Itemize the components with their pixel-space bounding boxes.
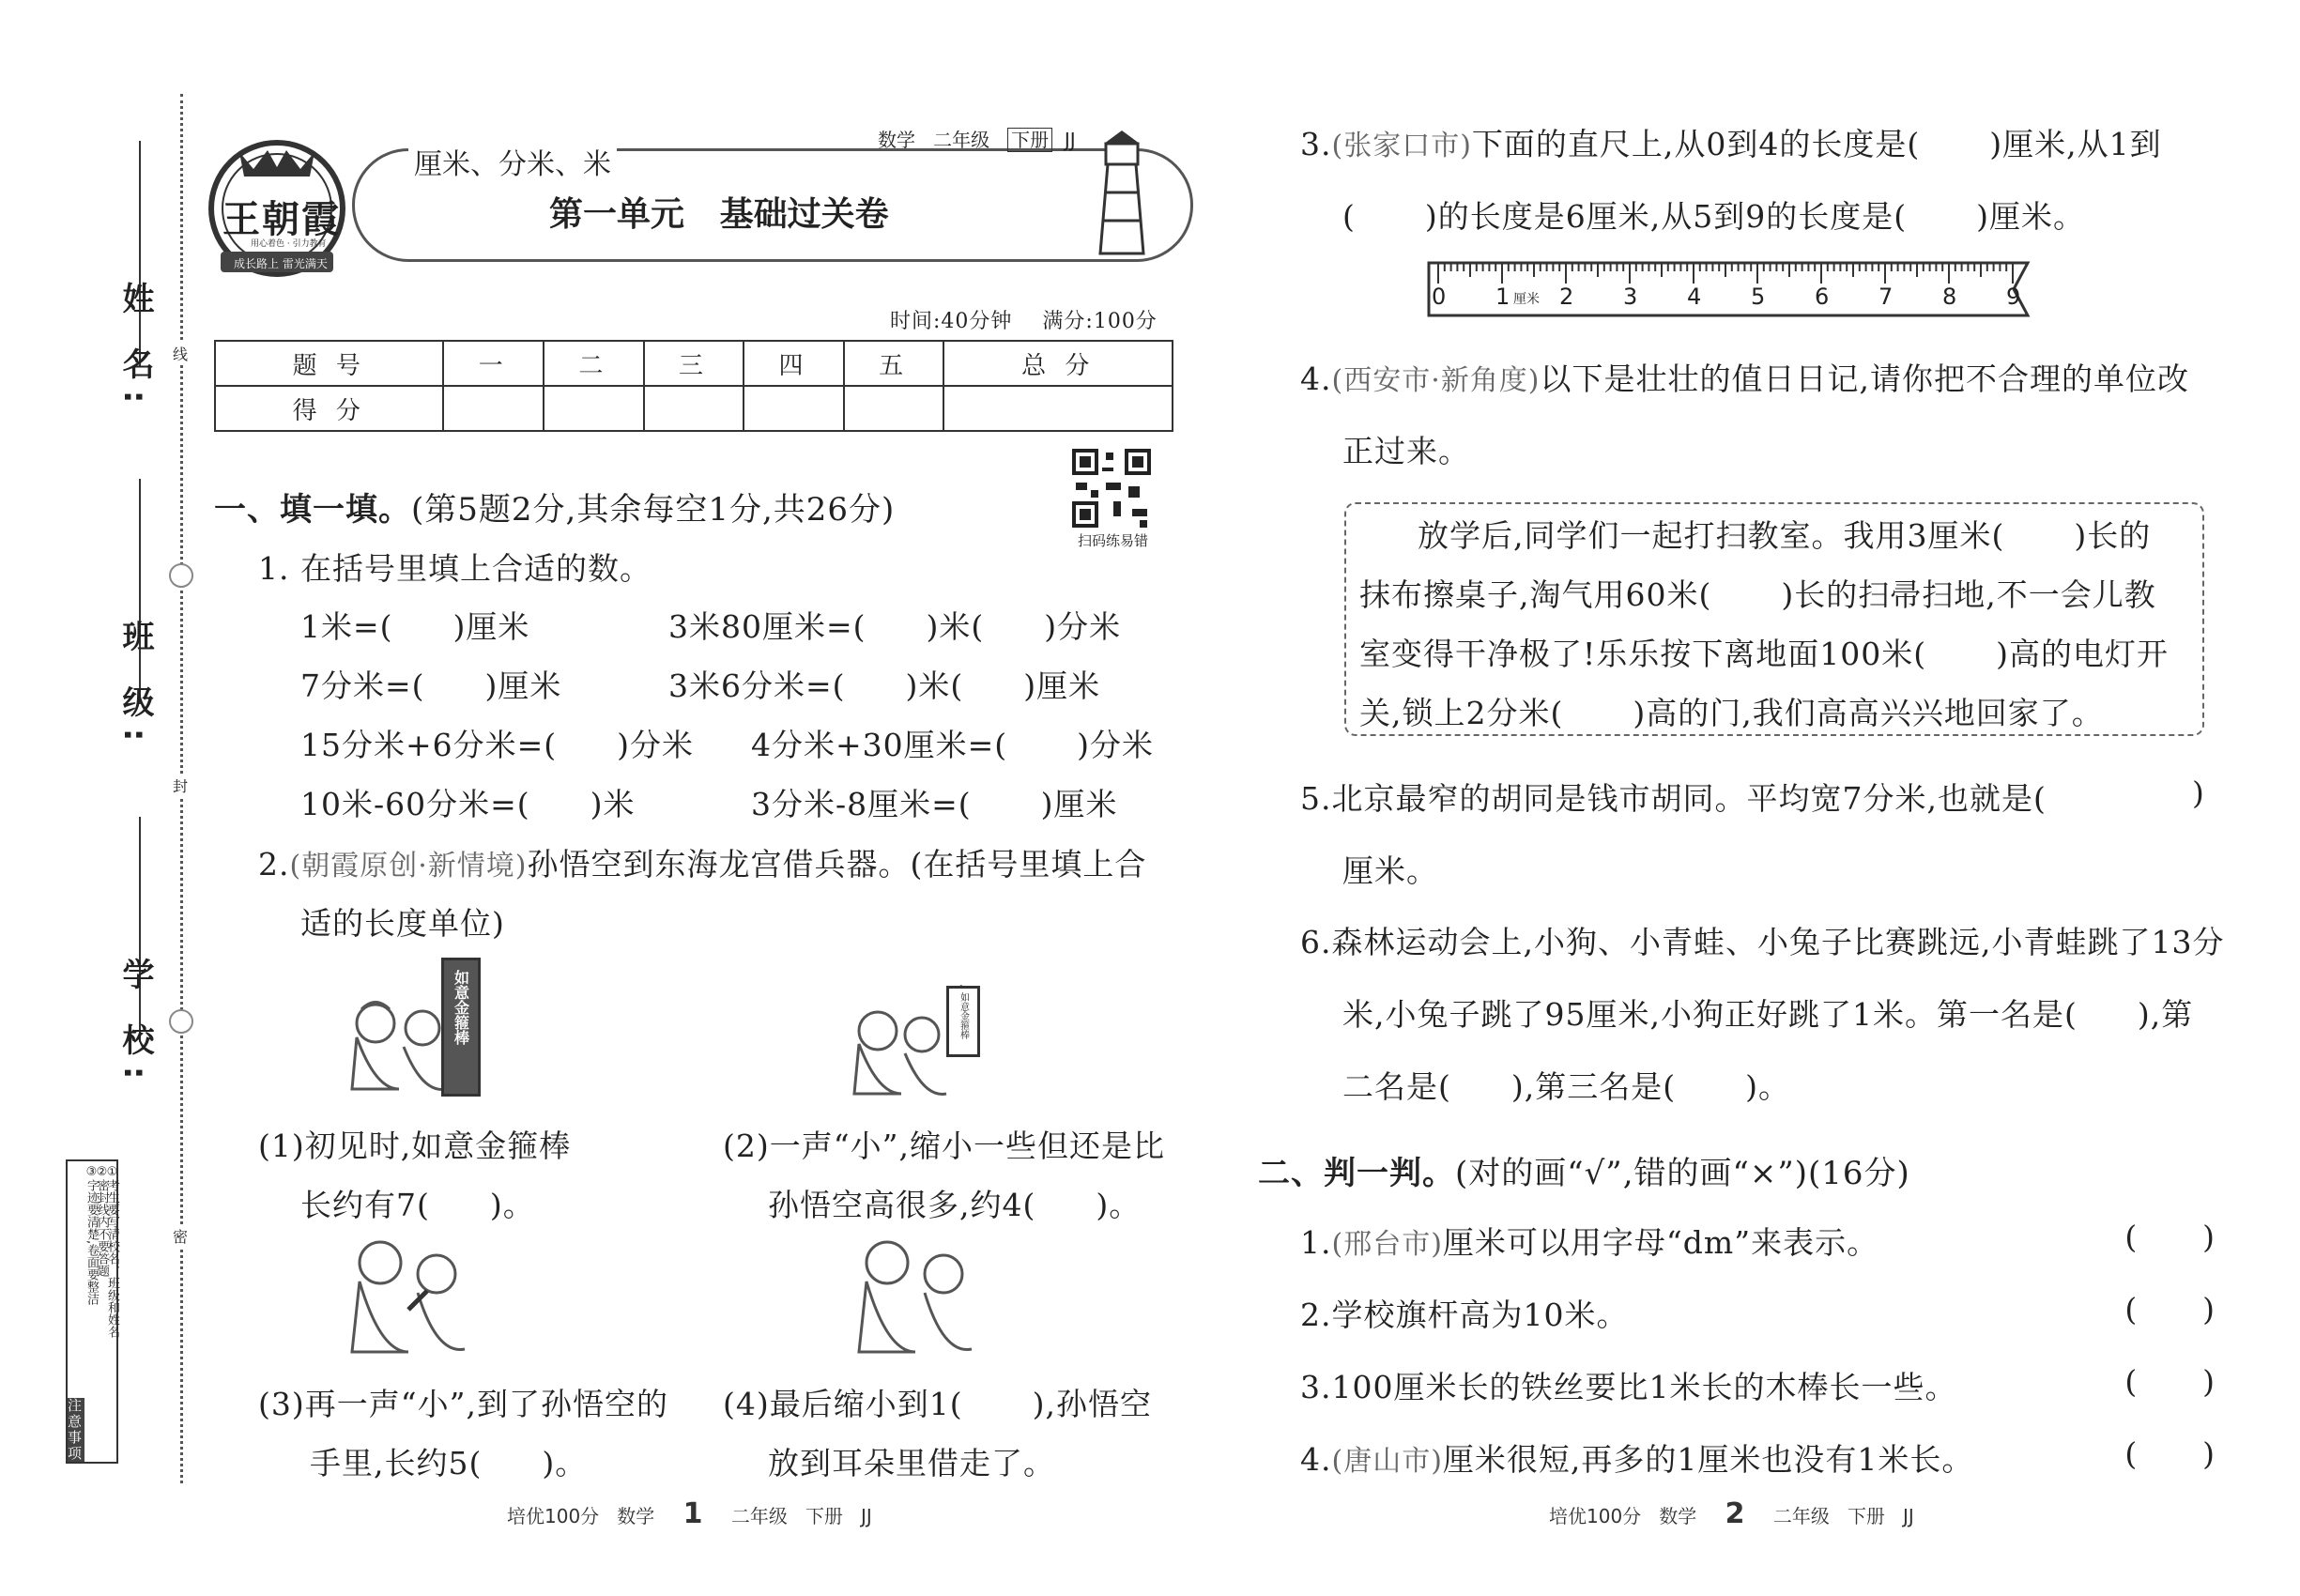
score-h3: 三 — [644, 341, 744, 386]
q1-r4a-pre: 10米-60分米=( — [300, 786, 530, 822]
q1-row3-a — [300, 721, 694, 765]
judge-text: 厘米很短,再多的1厘米也没有1米长。 — [1442, 1441, 1974, 1478]
monkey-king-icon — [850, 1235, 990, 1357]
judge-text: 厘米可以用字母“dm”来表示。 — [1442, 1224, 1879, 1261]
score-value-row — [215, 386, 1173, 431]
q1-r4a-post: )米 — [590, 786, 636, 822]
section1-note: (第5题2分,其余每空1分,共26分) — [411, 491, 896, 529]
q4-line1 — [1300, 355, 2189, 399]
q2-p1b — [300, 1181, 535, 1225]
footer-right-term: 下册 — [1847, 1505, 1885, 1527]
seal-mark-3: 密 — [173, 1225, 188, 1247]
footer-left-version: JJ — [861, 1505, 872, 1527]
seal-mark-2: 封 — [173, 775, 188, 796]
footer-left-subject: 数学 — [617, 1505, 655, 1527]
q1-r1b-post: )分米 — [1044, 608, 1122, 645]
ruler-unit-label: 厘米 — [1513, 292, 1540, 307]
section1-title — [214, 483, 895, 529]
diary-d4-post: )高的门,我们高高兴兴地回家了。 — [1633, 695, 2104, 731]
q2-p3b — [310, 1439, 587, 1483]
q1-r1a-post: )厘米 — [452, 608, 530, 645]
judge-answer[interactable]: ( ) — [2124, 1435, 2216, 1472]
diary-d1-pre: 放学后,同学们一起打扫教室。我用3厘米( — [1418, 517, 2005, 554]
footer-right-series: 培优100分 — [1549, 1505, 1642, 1527]
meta-label — [878, 125, 1076, 152]
punch-hole-2 — [169, 1009, 193, 1034]
judge-tag: (唐山市) — [1331, 1445, 1443, 1478]
q6-line3 — [1342, 1063, 1790, 1107]
q2-p2b-pre: 孙悟空高很多,约4( — [768, 1187, 1036, 1223]
q4-num: 4. — [1300, 361, 1332, 397]
q1-r3b-pre: 4分米+30厘米=( — [751, 727, 1008, 763]
section2-heading: 二、判一判。 — [1258, 1155, 1455, 1192]
judge-num: 4. — [1300, 1441, 1332, 1478]
time-label: 时间:40分钟 — [890, 310, 1013, 333]
brand-name: 王朝霞 — [222, 197, 341, 241]
notes-title: 注意事项 — [66, 1398, 83, 1462]
judge-num: 2. — [1300, 1297, 1332, 1333]
q4-line2: 正过来。 — [1342, 433, 1470, 469]
score-h4: 四 — [744, 341, 844, 386]
brand-badge — [202, 131, 352, 282]
q3-l1-post: )厘米,从1到 — [1989, 126, 2162, 162]
qr-caption: 扫码练易错 — [1078, 532, 1149, 549]
q1-r3a-post: )分米 — [617, 727, 695, 763]
q4-tag: (西安市·新角度) — [1331, 364, 1541, 397]
score-cell-1[interactable] — [443, 386, 544, 431]
q6-line1 — [1300, 918, 2224, 962]
q2-p1b-pre: 长约有7( — [300, 1187, 430, 1223]
score-cell-total[interactable] — [943, 386, 1173, 431]
footer-right-version: JJ — [1903, 1505, 1914, 1527]
q5-line1 — [1300, 775, 2047, 819]
q2-p3b-post: )。 — [542, 1445, 588, 1481]
ruler-tick-label: 5 — [1751, 284, 1766, 310]
q3-tag: (张家口市) — [1331, 130, 1472, 162]
section2-note: (对的画“√”,错的画“×”)(16分) — [1455, 1155, 1910, 1192]
q2-p3a: (3)再一声“小”,到了孙悟空的 — [258, 1386, 668, 1422]
seal-mark-1: 线 — [173, 343, 188, 364]
topic-label: 厘米、分米、米 — [408, 141, 617, 182]
name-label: 姓 名: — [116, 282, 154, 415]
q1-r3b-post: )分米 — [1077, 727, 1155, 763]
diary-d1-post: )长的 — [2074, 517, 2152, 554]
q1-r2b-mid: )米( — [905, 668, 964, 704]
diary-d2-pre: 抹布擦桌子,淘气用60米( — [1359, 576, 1712, 613]
q2-line1 — [258, 840, 1146, 884]
staff-sign-2: 如意金箍棒 — [958, 992, 969, 1039]
note-1: ①考生要写清校名、班级和姓名 — [105, 1165, 119, 1338]
brand-ribbon: 成长路上 雷光满天 — [234, 257, 328, 270]
diary-line3 — [1359, 630, 2169, 674]
meta-grade: 二年级 — [933, 129, 990, 151]
ruler — [1427, 261, 2047, 317]
judge-tag: (邢台市) — [1331, 1228, 1443, 1261]
judge-answer[interactable]: ( ) — [2124, 1219, 2216, 1255]
score-table — [214, 340, 1173, 432]
q3-l2-a: ( — [1342, 198, 1356, 235]
score-header-row — [215, 341, 1173, 386]
judge-item-3 — [1300, 1363, 2216, 1407]
q2-p2b — [768, 1181, 1141, 1225]
ruler-tick-label: 7 — [1878, 284, 1894, 310]
cartoon-wukong-3 — [343, 1235, 483, 1357]
q1-row1-a — [300, 603, 529, 647]
q1-title: 1. 在括号里填上合适的数。 — [258, 550, 652, 587]
q1-row4-a — [300, 780, 636, 824]
q5-close: ) — [2192, 775, 2205, 811]
q2-p4a — [723, 1380, 1152, 1424]
judge-item-4 — [1300, 1435, 2216, 1480]
q2-line2: 适的长度单位) — [300, 905, 505, 942]
q6-l2-post: ),第 — [2137, 996, 2194, 1033]
ruler-tick-label: 4 — [1687, 284, 1702, 310]
full-score-label: 满分:100分 — [1042, 310, 1158, 333]
diary-d2-post: )长的扫帚扫地,不一会儿教 — [1781, 576, 2156, 613]
q3-l2-c: )厘米。 — [1976, 198, 2085, 235]
q5-l1: 北京最窄的胡同是钱市胡同。平均宽7分米,也就是( — [1331, 780, 2047, 817]
q1-r2a-pre: 7分米=( — [300, 668, 425, 704]
monkey-king-icon — [343, 1235, 483, 1357]
judge-item-1 — [1300, 1219, 2216, 1263]
judge-answer[interactable]: ( ) — [2124, 1363, 2216, 1400]
page-title: 第一单元 基础过关卷 — [549, 195, 889, 234]
notes-text — [86, 1165, 117, 1338]
judge-answer[interactable]: ( ) — [2124, 1291, 2216, 1327]
q2-p3b-pre: 手里,长约5( — [310, 1445, 483, 1481]
q6-l3-b: ),第三名是( — [1510, 1068, 1677, 1105]
q4-l1: 以下是壮壮的值日日记,请你把不合理的单位改 — [1540, 361, 2189, 397]
jingu-staff-tall — [441, 958, 481, 1097]
binding-sidebar — [56, 94, 207, 1502]
staff-sign-1: 如意金箍棒 — [452, 970, 470, 1045]
q6-l3-a: 二名是( — [1342, 1068, 1451, 1105]
lighthouse-icon — [1080, 127, 1164, 262]
qr-code-icon — [1072, 449, 1151, 528]
q2-p4a-pre: (4)最后缩小到1( — [723, 1386, 963, 1422]
page-number-1: 1 — [682, 1497, 703, 1530]
section1-heading: 一、填一填。 — [214, 491, 411, 529]
meta-term: 下册 — [1007, 128, 1052, 152]
score-cell-4[interactable] — [744, 386, 844, 431]
q2-text1: 孙悟空到东海龙宫借兵器。(在括号里填上合 — [527, 846, 1147, 882]
note-2: ②密封线内不要答题 — [95, 1165, 109, 1277]
diary-line1 — [1418, 512, 2151, 556]
judge-num: 3. — [1300, 1369, 1332, 1405]
ruler-tick-label: 8 — [1942, 284, 1957, 310]
brand-sub: 用心着色 · 引力教育 — [251, 239, 327, 249]
punch-hole-1 — [169, 563, 193, 588]
q1-row3-b — [751, 721, 1154, 765]
q2-p4a-post: ),孙悟空 — [1032, 1386, 1152, 1422]
page-number-2: 2 — [1725, 1497, 1745, 1530]
diary-line2 — [1359, 571, 2156, 615]
ruler-tick-label: 1 — [1495, 284, 1510, 310]
score-cell-2[interactable] — [544, 386, 644, 431]
q2-tag: (朝霞原创·新情境) — [289, 850, 528, 882]
q6-l1: 森林运动会上,小狗、小青蛙、小兔子比赛跳远,小青蛙跳了13分 — [1331, 924, 2225, 960]
q1-row2-a — [300, 662, 561, 706]
ruler-tick-label: 6 — [1815, 284, 1830, 310]
diary-d4-pre: 关,锁上2分米( — [1359, 695, 1564, 731]
q1-row4-b — [751, 780, 1118, 824]
notes-box — [66, 1159, 118, 1464]
judge-text: 100厘米长的铁丝要比1米长的木棒长一些。 — [1331, 1369, 1957, 1405]
q5-num: 5. — [1300, 780, 1332, 817]
class-label: 班 级: — [116, 620, 154, 753]
footer-left — [507, 1497, 872, 1530]
q3-line1 — [1300, 120, 2162, 164]
q1-r2b-pre: 3米6分米=( — [668, 668, 846, 704]
q1-r1a-pre: 1米=( — [300, 608, 393, 645]
judge-item-2 — [1300, 1291, 2216, 1335]
diary-line4 — [1359, 689, 2104, 733]
score-cell-3[interactable] — [644, 386, 744, 431]
meta-subject: 数学 — [878, 129, 915, 151]
q3-line2 — [1342, 192, 2085, 237]
q1-row2-b — [668, 662, 1100, 706]
q2-num: 2. — [258, 846, 290, 882]
qr-code[interactable] — [1072, 449, 1151, 528]
ruler-tick-label: 2 — [1559, 284, 1574, 310]
time-info — [890, 305, 1158, 334]
ruler-tick-label: 3 — [1623, 284, 1638, 310]
section2-title — [1258, 1147, 1910, 1193]
q3-l1-pre: 下面的直尺上,从0到4的长度是( — [1471, 126, 1921, 162]
score-h5: 五 — [844, 341, 944, 386]
score-h0: 题 号 — [215, 341, 443, 386]
q6-l2-pre: 米,小兔子跳了95厘米,小狗正好跳了1米。第一名是( — [1342, 996, 2078, 1033]
judge-text: 学校旗杆高为10米。 — [1331, 1297, 1629, 1333]
q2-p1b-post: )。 — [489, 1187, 535, 1223]
q3-l2-b: )的长度是6厘米,从5到9的长度是( — [1424, 198, 1908, 235]
q2-p2a: (2)一声“小”,缩小一些但还是比 — [723, 1128, 1165, 1164]
q3-num: 3. — [1300, 126, 1332, 162]
diary-d3-post: )高的电灯开 — [1996, 636, 2169, 672]
footer-left-series: 培优100分 — [507, 1505, 600, 1527]
q1-r1b-pre: 3米80厘米=( — [668, 608, 866, 645]
footer-left-term: 下册 — [805, 1505, 843, 1527]
q5-line2: 厘米。 — [1342, 852, 1438, 889]
q1-r4b-pre: 3分米-8厘米=( — [751, 786, 972, 822]
ruler-tick-label: 9 — [2006, 284, 2021, 310]
diary-d3-pre: 室变得干净极了!乐乐按下离地面100米( — [1359, 636, 1927, 672]
footer-right — [1549, 1497, 1914, 1530]
footer-right-grade: 二年级 — [1772, 1505, 1830, 1527]
jingu-staff-short — [946, 986, 980, 1057]
score-v0: 得 分 — [215, 386, 443, 431]
q1-r1b-mid: )米( — [926, 608, 985, 645]
q2-p4b: 放到耳朵里借走了。 — [768, 1445, 1055, 1481]
q6-l3-c: )。 — [1745, 1068, 1790, 1105]
score-h6: 总 分 — [943, 341, 1173, 386]
q6-line2 — [1342, 990, 2193, 1035]
footer-right-subject: 数学 — [1659, 1505, 1697, 1527]
score-h1: 一 — [443, 341, 544, 386]
meta-version: JJ — [1064, 129, 1076, 151]
q1-r2b-post: )厘米 — [1023, 668, 1101, 704]
q1-row1-b — [668, 603, 1121, 647]
judge-num: 1. — [1300, 1224, 1332, 1261]
cartoon-wukong-4 — [850, 1235, 990, 1357]
footer-left-grade: 二年级 — [730, 1505, 788, 1527]
q1-r3a-pre: 15分米+6分米=( — [300, 727, 558, 763]
school-label: 学 校: — [116, 958, 154, 1091]
q1-r2a-post: )厘米 — [484, 668, 562, 704]
q1-r4b-post: )厘米 — [1040, 786, 1118, 822]
score-cell-5[interactable] — [844, 386, 944, 431]
note-3: ③字迹要清楚,卷面要整洁 — [84, 1165, 99, 1306]
q5-answer-blank[interactable] — [2131, 775, 2187, 812]
score-h2: 二 — [544, 341, 644, 386]
q6-num: 6. — [1300, 924, 1332, 960]
q2-p2b-post: )。 — [1096, 1187, 1142, 1223]
q2-p1a: (1)初见时,如意金箍棒 — [258, 1128, 572, 1164]
ruler-tick-label: 0 — [1432, 284, 1447, 310]
